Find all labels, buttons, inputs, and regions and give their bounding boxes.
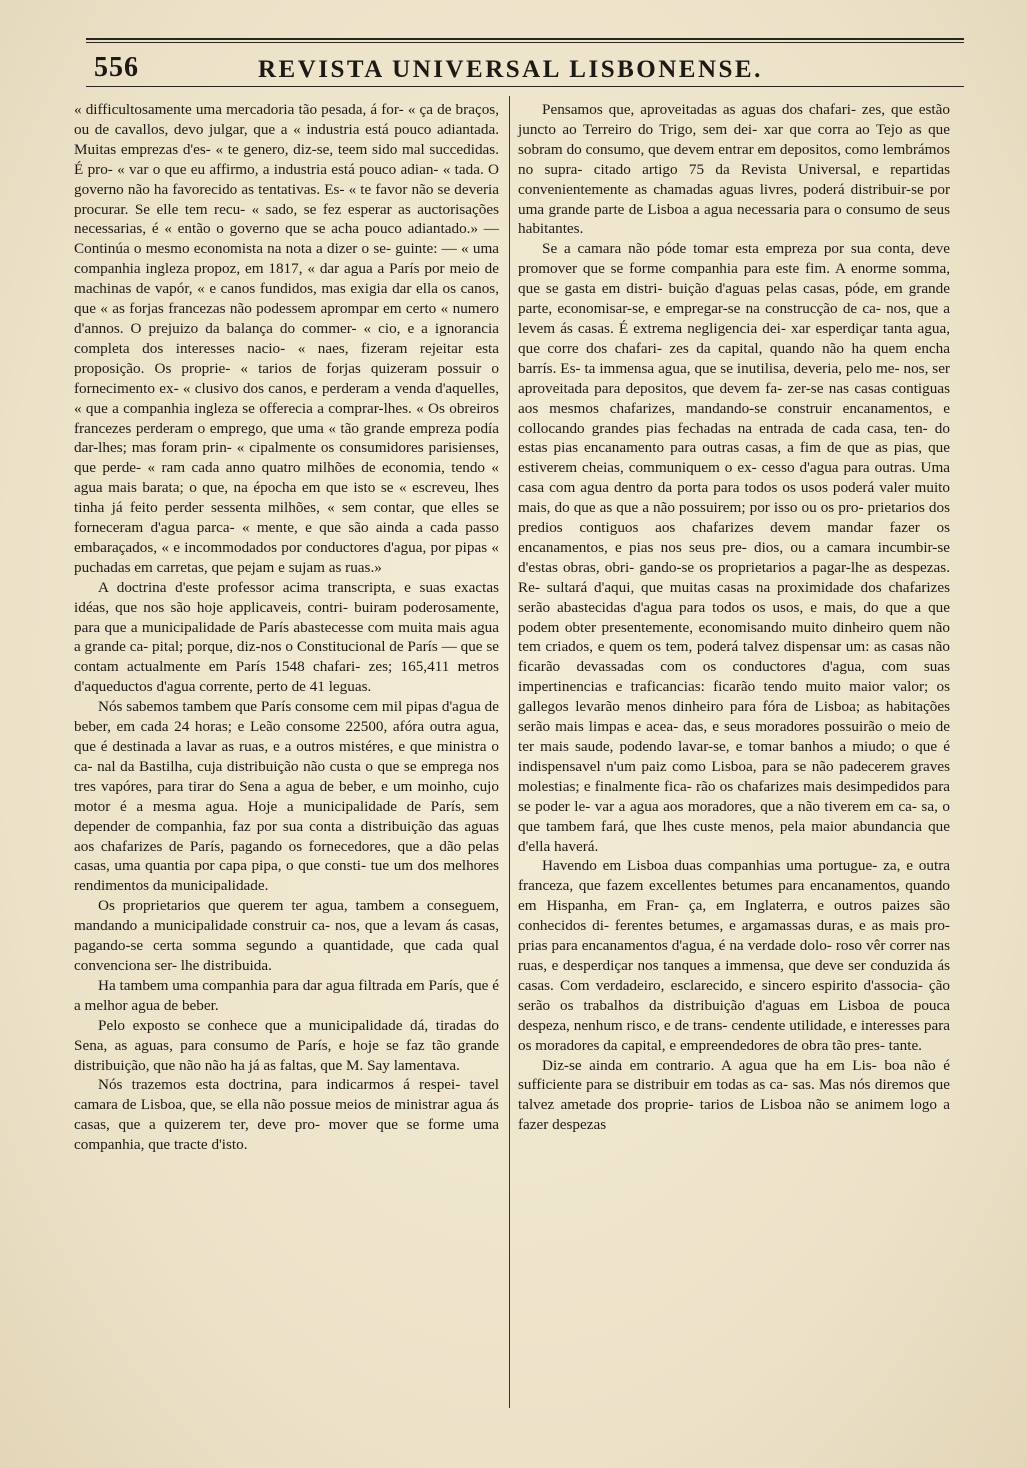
column-divider — [509, 96, 510, 1408]
paragraph: Havendo em Lisboa duas companhias uma portugue- za, e outra franceza, que fazem excellentes betumes para encanamentos, quando em Hispanha, em Fran- ça, em Inglaterra, e outros paizes são conhecidos di- ferentes betumes, e argamassas duras, e as mais pro- prias para encanamentos d'agua, é na verdade dolo- roso vêr correr nas ruas, e desperdiçar nos tanques a immensa, que deve ser conduzida ás casas. Com verdadeiro, esclarecido, e sincero espirito d'associa- ção serão os trabalhos da distribuição d'aguas em Lisboa de pouca despeza, nenhum risco, e de trans- cendente utilidade, e interesses para os moradores da capital, e empreendedores de obra tão pres- tante. — [518, 857, 950, 1054]
paragraph: Se a camara não póde tomar esta empreza por sua conta, deve promover que se forme companhia para este fim. A enorme somma, que se gasta em distri- buição d'aguas pelas casas, póde, em grande parte, economisar-se, e empregar-se na construcção de ca- nos, que a levem ás casas. É extrema negligencia dei- xar esperdiçar tanta agua, que corre dos chafari- zes da capital, quando não ha quem encha barrís. Es- ta immensa agua, que se inutilisa, deveria, pelo me- nos, ser aproveitada para depositos, que devem fa- zer-se nas casas contiguas aos mesmos chafarizes, mandando-se construir encanamentos, e collocando grandes pias fechadas na entrada de cada casa, ten- do estas pias encanamento para outras casas, a fim de que as pias, que estiverem cheias, communiquem o ex- cesso d'agua para outras. Uma casa com agua dentro da porta para todos os usos poderá valer muito mais, do que as que a não possuirem; por isso ou os pro- prietarios dos predios contiguos aos chafarizes devem mandar fazer os encanamentos, e pias nos seus pre- dios, ou a camara incumbir-se d'estas obras, obri- gando-se os proprietarios a pagar-lhe as despezas. Re- sultará d'aqui, que muitas casas na proximidade dos chafarizes serão abastecidas d'agua para todos os usos, e mais, do que a que podem obter presentemente, economisando muito dinheiro quem não tem criados, e quem os tem, poderá talvez dispensar um: as casas não ficarão devassadas com os conductores d'agua, com suas impertinencias e traficancias: ficarão tendo muito maior valor; os gallegos levarão menos dinheiro para fóra de Lisboa; as habitações serão mais limpas e acea- das, e seus moradores possuirão o meio de ter mais saude, podendo lavar-se, e tomar banhos a miudo; o que é indispensavel n'um paiz como Lisboa, para se não padecerem graves molestias; e finalmente fica- rão os chafarizes mais desimpedidos para se poder le- var a agua aos moradores, que a não tiverem em ca- sa, o que tambem fará, que lhes custe menos, pela maior abundancia que d'ella haverá. — [518, 240, 950, 855]
paragraph: Pensamos que, aproveitadas as aguas dos chafari- zes, que estão juncto ao Terreiro do Trigo, sem dei- xar que corra ao Tejo as que sobram do consumo, que devem entrar em depositos, como lembrámos no supra- citado artigo 75 da Revista Universal, e repartidas convenientemente as chamadas aguas livres, poderá distribuir-se por uma grande parte de Lisboa a agua necessaria para o consumo de seus habitantes. — [518, 101, 950, 238]
running-head-title: REVISTA UNIVERSAL LISBONENSE. — [258, 56, 763, 83]
left-column — [74, 100, 499, 1155]
paragraph: Os proprietarios que querem ter agua, tambem a conseguem, mandando a municipalidade construir ca- nos, que a levam ás casas, pagando-se certa somma segundo a quantidade, que cada qual convenciona ser- lhe distribuida. — [74, 897, 499, 974]
top-rule — [86, 38, 964, 40]
paragraph: Nós trazemos esta doctrina, para indicarmos á respei- tavel camara de Lisboa, que, se ella não possue meios de ministrar agua ás casas, que a quizerem ter, deve pro- mover que se forme uma companhia, que tracte d'isto. — [74, 1076, 499, 1154]
top-rule-thin — [86, 42, 964, 43]
paragraph: Ha tambem uma companhia para dar agua filtrada em París, que é a melhor agua de beber. — [74, 976, 499, 1014]
paragraph: Diz-se ainda em contrario. A agua que ha em Lis- boa não é sufficiente para se distribuir em todas as ca- sas. Mas nós diremos que talvez ametade dos proprie- tarios de Lisboa não se animem logo a fazer despezas — [518, 1056, 950, 1134]
paragraph: Nós sabemos tambem que París consome cem mil pipas d'agua de beber, em cada 24 horas; e Leão consome 22500, afóra outra agua, que é destinada a lavar as ruas, e a outros mistéres, e que ministra o ca- nal da Bastilha, cuja distribuição não custa o que se emprega nos tres vapóres, para tirar do Sena a agua de beber, e um moinho, cujo motor é a mesma agua. Hoje a municipalidade de París, sem depender de companhia, faz por sua conta a distribuição das aguas aos chafarizes de París, pagando os fornecedores, que a dão pelas casas, uma quantia por capa pipa, o que consti- tue um dos melhores rendimentos da municipalidade. — [74, 698, 499, 895]
paragraph: « difficultosamente uma mercadoria tão pesada, á for- « ça de braços, ou de cavallos, devo julgar, que a « industria está pouco adiantada. Muitas emprezas d'es- « te genero, diz-se, teem sido mal succedidas. É pro- « var o que eu affirmo, a industria está pouco adian- « tada. O governo não ha favorecido as tentativas. Es- « te favor não se deveria procurar. Se elle tem recu- « sado, se fez esperar as auctorisações necessarias, é « então o governo que se acha pouco adiantado.» — Continúa o mesmo economista na nota a dizer o se- guinte: — « uma companhia ingleza propoz, em 1817, « dar agua a París por meio de machinas de vapór, « e canos fundidos, mas exigia dar ella os canos, que « as forjas francezas não podessem aprompar em certo « numero d'annos. O prejuizo da balança do commer- « cio, e a ignorancia completa dos interesses nacio- « naes, fizeram rejeitar esta proposição. Os proprie- « tarios de forjas quizeram possuir o fornecimento ex- « clusivo dos canos, e perderam a venda d'aquelles, « que a companhia ingleza se offerecia a comprar-lhes. « Os obreiros francezes perderam o emprego, que uma « tão grande empreza podía dar-lhes; mas foram prin- « cipalmente os consumidores parisienses, que perde- « ram cada anno quatro milhões de economia, tendo « agua mais barata; o que, na épocha em que isto se « escreveu, lhes tinha já feito perder sessenta milhões, « sem contar, que elles se forneceram d'agua parca- « mente, e que são ainda a cada passo embaraçados, « e incommodados por conductores d'agua, por pipas « puchadas em carretas, que pejam e sujam as ruas.» — [74, 101, 499, 576]
paragraph: A doctrina d'este professor acima transcripta, e suas exactas idéas, que nos são hoje applicaveis, contri- buiram poderosamente, para que a municipalidade de París abastecesse com muita mais agua a grande ca- pital; porque, diz-nos o Constitucional de París — que se contam actualmente em París 1548 chafari- zes; 165,411 metros d'aqueductos d'agua corrente, perto de 41 leguas. — [74, 578, 499, 696]
paragraph: Pelo exposto se conhece que a municipalidade dá, tiradas do Sena, as aguas, para consumo de París, e hoje se faz tão grande distribuição, que não não ha já as faltas, que M. Say lamentava. — [74, 1016, 499, 1074]
right-column — [518, 100, 950, 1135]
header-rule — [86, 86, 964, 87]
page-number: 556 — [94, 52, 139, 83]
